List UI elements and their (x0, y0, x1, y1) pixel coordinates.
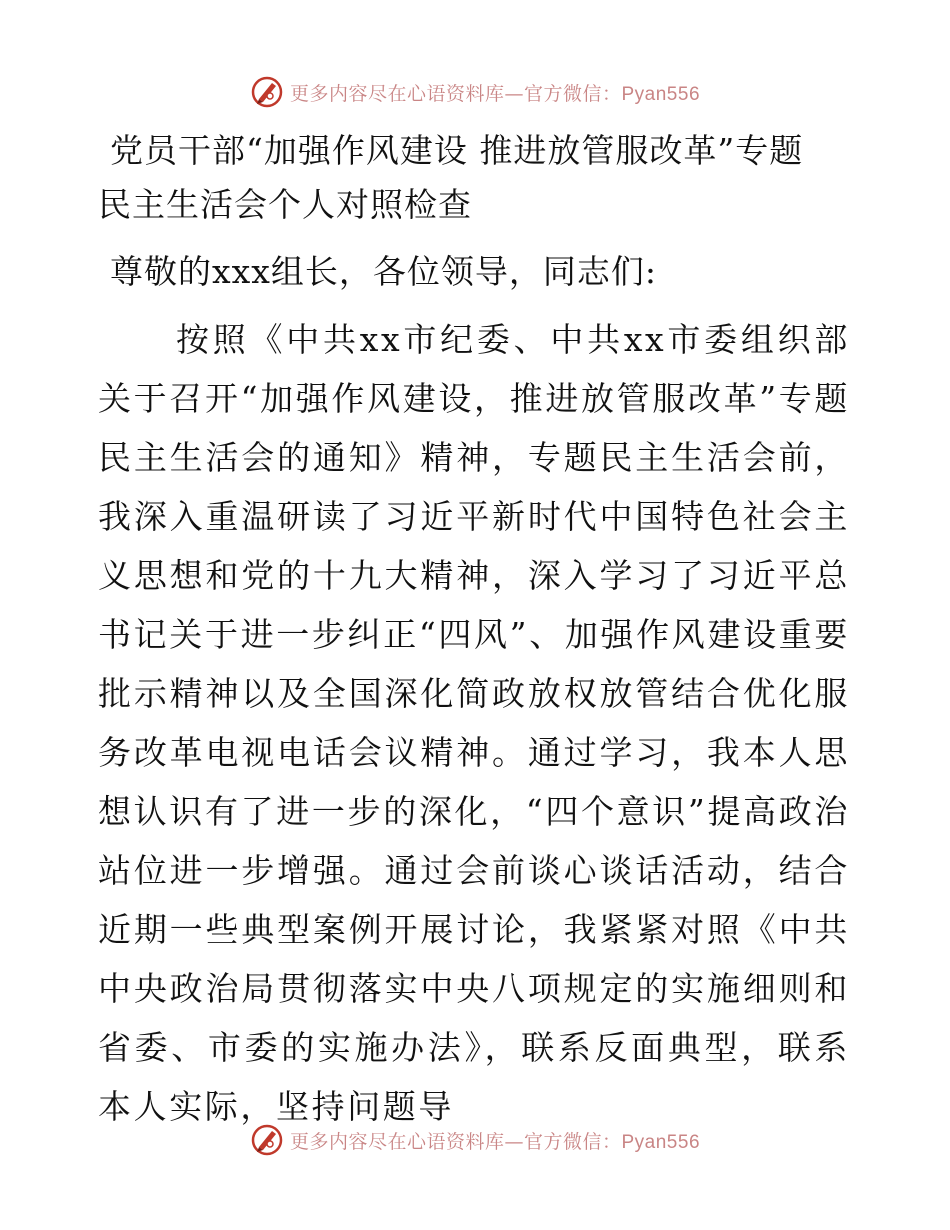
document-title (98, 124, 850, 232)
watermark-logo-icon (250, 75, 284, 109)
header-watermark (0, 72, 950, 112)
title-line-2: 民主生活会个人对照检查 (98, 185, 472, 224)
watermark-logo-icon (250, 1123, 284, 1157)
body-paragraph: 按照《中共xx市纪委、中共xx市委组织部关于召开“加强作风建设，推进放管服改革”专题民主生活会的通知》精神，专题民主生活会前，我深入重温研读了习近平新时代中国特色社会主义思想和党的十九大精神，深入学习了习近平总书记关于进一步纠正“四风”、加强作风建设重要批示精神以及全国深化简政放权放管结合优化服务改革电视电话会议精神。通过学习，我本人思想认识有了进一步的深化，“四个意识”提高政治站位进一步增强。通过会前谈心谈话活动，结合近期一些典型案例开展讨论，我紧紧对照《中共中央政治局贯彻落实中央八项规定的实施细则和省委、市委的实施办法》，联系反面典型，联系本人实际，坚持问题导 (98, 320, 850, 1126)
title-line-1: 党员干部“加强作风建设 推进放管服改革”专题 (110, 131, 804, 170)
watermark-label: 更多内容尽在心语资料库—官方微信： (289, 1130, 622, 1153)
watermark-text (290, 1127, 700, 1154)
watermark-text (290, 79, 700, 106)
watermark-wechat-id: Pyan556 (621, 1131, 701, 1153)
watermark-label: 更多内容尽在心语资料库—官方微信： (289, 82, 622, 105)
salutation: 尊敬的xxx组长，各位领导，同志们: (110, 252, 657, 291)
watermark-wechat-id: Pyan556 (621, 83, 701, 105)
document-body (98, 124, 850, 1136)
footer-watermark (0, 1120, 950, 1160)
